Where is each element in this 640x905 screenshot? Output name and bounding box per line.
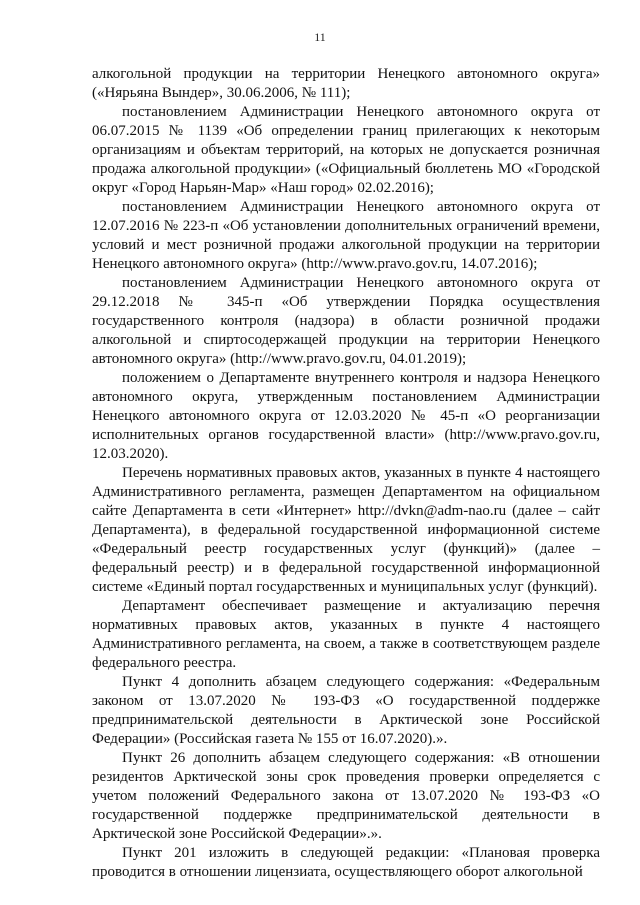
paragraph-amend-point-26: Пункт 26 дополнить абзацем следующего содержания: «В отношении резидентов Арктической зоны срок проведения проверки определяется с учетом положений Федерального закона от 13.07.2020 № 193-ФЗ «О государственной поддержке предпринимательской деятельности в Арктической зоне Российской Федерации».». (92, 750, 600, 842)
document-body (92, 65, 600, 882)
paragraph-amend-point-4: Пункт 4 дополнить абзацем следующего содержания: «Федеральным законом от 13.07.2020 № 193-ФЗ «О государственной поддержке предпринимательской деятельности в Арктической зоне Российской Федерации» (Российская газета № 155 от 16.07.2020).». (92, 674, 600, 747)
paragraph-amend-point-201: Пункт 201 изложить в следующей редакции: «Плановая проверка проводится в отношении лицензиата, осуществляющего оборот алкогольной (92, 845, 600, 880)
paragraph-list-of-acts: Перечень нормативных правовых актов, указанных в пункте 4 настоящего Административного регламента, размещен Департаментом на официальном сайте Департамента в сети «Интернет» http://dvkn@adm-nao.ru (далее – сайт Департамента), в федеральной государственной информационной системе «Федеральный реестр государственных услуг (функций)» (далее – федеральный реестр) и в федеральной государственной информационной системе «Единый портал государственных и муниципальных услуг (функций). (92, 465, 600, 595)
paragraph-resolution-1139: постановлением Администрации Ненецкого автономного округа от 06.07.2015 № 1139 «Об определении границ прилегающих к некоторым организациям и объектам территорий, на которых не допускается розничная продажа алкогольной продукции» («Официальный бюллетень МО «Городской округ «Город Нарьян-Мар» «Наш город» 02.02.2016); (92, 104, 600, 196)
paragraph-continuation: алкогольной продукции на территории Ненецкого автономного округа» («Нярьяна Вындер», 30.06.2006, № 111); (92, 66, 600, 101)
paragraph-department-updates: Департамент обеспечивает размещение и актуализацию перечня нормативных правовых актов, указанных в пункте 4 настоящего Административного регламента, на своем, а также в соответствующем разделе федерального реестра. (92, 598, 600, 671)
paragraph-resolution-223p: постановлением Администрации Ненецкого автономного округа от 12.07.2016 № 223-п «Об установлении дополнительных ограничений времени, условий и мест розничной продажи алкогольной продукции на территории Ненецкого автономного округа» (http://www.pravo.gov.ru, 14.07.2016); (92, 199, 600, 272)
paragraph-department-regulation: положением о Департаменте внутреннего контроля и надзора Ненецкого автономного округа, утвержденным постановлением Администрации Ненецкого автономного округа от 12.03.2020 № 45-п «О реорганизации исполнительных органов государственной власти» (http://www.pravo.gov.ru, 12.03.2020). (92, 370, 600, 462)
paragraph-resolution-345p: постановлением Администрации Ненецкого автономного округа от 29.12.2018 № 345-п «Об утверждении Порядка осуществления государственного контроля (надзора) в области розничной продажи алкогольной и спиртосодержащей продукции на территории Ненецкого автономного округа» (http://www.pravo.gov.ru, 04.01.2019); (92, 275, 600, 367)
page-number: 11 (314, 30, 326, 44)
